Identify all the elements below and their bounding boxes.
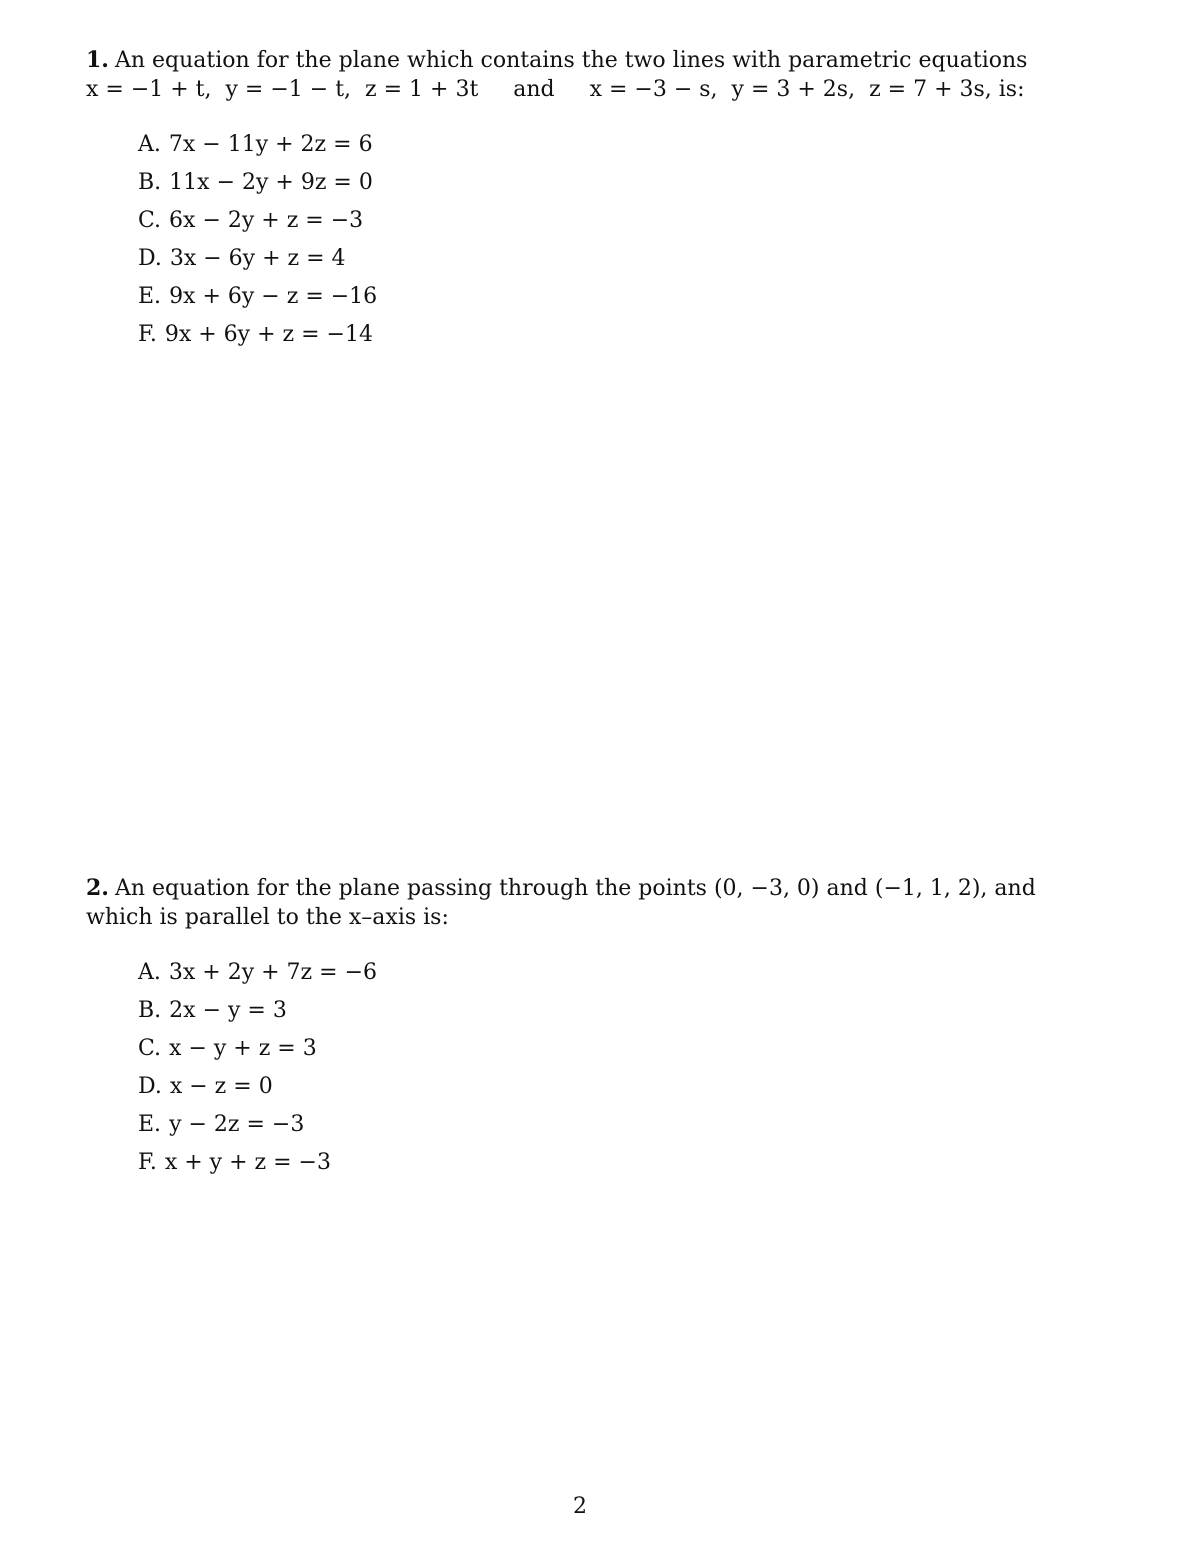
problem-2-choice-e xyxy=(138,1106,1076,1144)
choice-text: 2x − y = 3 xyxy=(169,998,287,1023)
choice-text: 3x + 2y + 7z = −6 xyxy=(168,960,377,985)
problem-2-choice-d xyxy=(138,1068,1076,1106)
problem-2-number: 2. xyxy=(86,875,109,901)
problem-1 xyxy=(86,46,1076,354)
choice-text: 9x + 6y + z = −14 xyxy=(164,322,373,347)
problem-1-choice-c xyxy=(138,202,1076,240)
problem-2 xyxy=(86,874,1076,1182)
choice-text: 9x + 6y − z = −16 xyxy=(169,284,378,309)
page-number: 2 xyxy=(573,1494,587,1519)
choice-text: y − 2z = −3 xyxy=(169,1112,305,1137)
choice-text: 7x − 11y + 2z = 6 xyxy=(168,132,373,157)
problem-1-number: 1. xyxy=(86,47,109,73)
choice-letter: D. xyxy=(138,1074,162,1099)
problem-2-text-line2: which is parallel to the x–axis is: xyxy=(86,905,449,930)
choice-letter: B. xyxy=(138,170,162,195)
problem-1-choice-b xyxy=(138,164,1076,202)
problem-1-choice-f xyxy=(138,316,1076,354)
choice-text: x − z = 0 xyxy=(169,1074,273,1099)
choice-letter: C. xyxy=(138,208,162,233)
choice-letter: D. xyxy=(138,246,162,271)
choice-text: 3x − 6y + z = 4 xyxy=(169,246,346,271)
choice-text: x + y + z = −3 xyxy=(164,1150,331,1175)
problem-2-choice-f xyxy=(138,1144,1076,1182)
choice-letter: C. xyxy=(138,1036,162,1061)
problem-2-choice-c xyxy=(138,1030,1076,1068)
choice-letter: F. xyxy=(138,322,157,347)
choice-letter: E. xyxy=(138,1112,162,1137)
choice-text: 6x − 2y + z = −3 xyxy=(169,208,364,233)
problem-1-choices xyxy=(138,126,1076,354)
problem-1-text-line2: x = −1 + t, y = −1 − t, z = 1 + 3t and x = −3 − s, y = 3 + 2s, z = 7 + 3s, is: xyxy=(86,77,1025,102)
problem-2-choice-a xyxy=(138,954,1076,992)
problem-2-text-line1: An equation for the plane passing through the points (0, −3, 0) and (−1, 1, 2), and xyxy=(114,876,1036,901)
problem-1-choice-e xyxy=(138,278,1076,316)
problem-1-choice-a xyxy=(138,126,1076,164)
problem-1-text-line1: An equation for the plane which contains the two lines with parametric equations xyxy=(114,48,1028,73)
problem-2-stem xyxy=(86,874,1076,932)
problem-1-stem xyxy=(86,46,1076,104)
choice-letter: B. xyxy=(138,998,162,1023)
problem-2-choice-b xyxy=(138,992,1076,1030)
choice-letter: A. xyxy=(138,960,161,985)
choice-text: x − y + z = 3 xyxy=(169,1036,317,1061)
choice-text: 11x − 2y + 9z = 0 xyxy=(169,170,373,195)
problem-1-choice-d xyxy=(138,240,1076,278)
choice-letter: E. xyxy=(138,284,162,309)
choice-letter: A. xyxy=(138,132,161,157)
problem-2-choices xyxy=(138,954,1076,1182)
choice-letter: F. xyxy=(138,1150,157,1175)
